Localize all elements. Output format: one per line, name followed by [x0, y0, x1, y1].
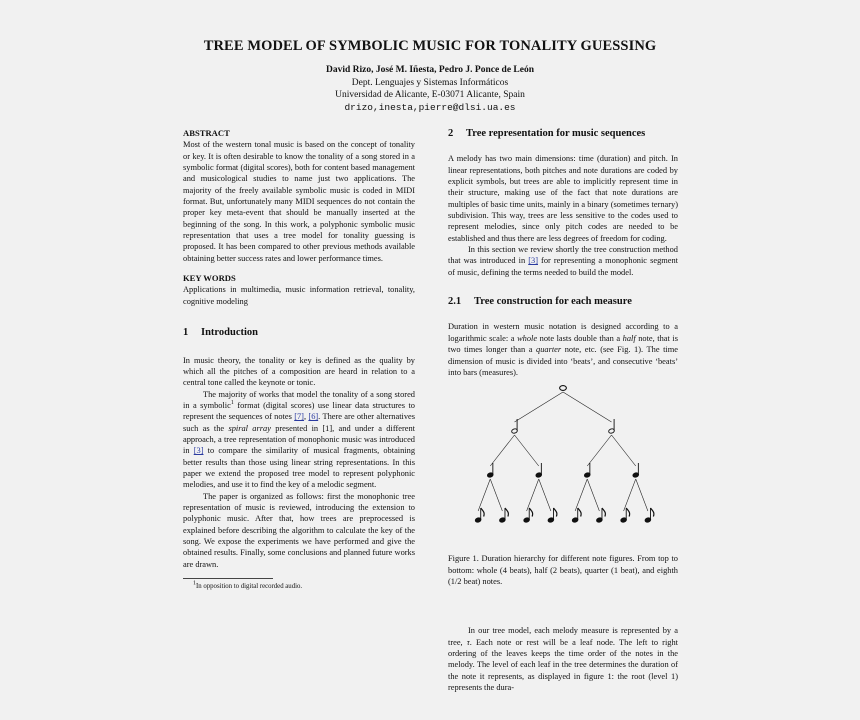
- keywords-heading: KEY WORDS: [183, 273, 236, 284]
- tree-edge: [587, 479, 599, 511]
- tree-edge: [539, 479, 551, 511]
- section-2-paragraph-1: A melody has two main dimensions: time (duration) and pitch. In linear representations, both pitches and note durations are coded by explicit symbols, but trees are able to implicitly represent time in their structure, making use of the fact that note durations are multiples of basic time units, mainly in a binary (sometimes ternary) subdivision. This way, trees are less sensitive to the codes used to represent melodies, since only pitch codes are needed to be established and thus there are less degrees of freedom for coding.: [448, 154, 678, 243]
- section-2-1-heading: [448, 296, 678, 307]
- footnote: $^1$In opposition to digital recorded audio.: [193, 580, 303, 591]
- tree-edge: [612, 435, 636, 466]
- citation-link[interactable]: [3]: [193, 446, 204, 456]
- eighth-note-node: [547, 508, 556, 523]
- quarter-note-node: [584, 463, 591, 478]
- tree-edge: [478, 479, 490, 511]
- tree-edge: [624, 479, 636, 511]
- section-2-paragraph-2: In this section we review shortly the tree construction method that was introduced in [3] for representing a monophonic segment of music, defining the terms needed to build the model.: [448, 245, 679, 277]
- section-1-heading: [183, 327, 415, 338]
- figure-1-caption: Figure 1. Duration hierarchy for different note figures. From top to bottom: whole (4 beats), half (2 beats), quarter (1 beat), and eighth (1/2 beat) notes.: [448, 554, 678, 586]
- abstract-text: Most of the western tonal music is based on the concept of tonality or key. It is often desirable to know the tonality of a song stored in a symbolic format (digital scores), both for content based management and musicological studies to name just two applications. The majority of the freely available symbolic music is coded in MIDI format. But, unfortunately many MIDI sequences do not contain the proper key meta-event that should be manually inserted at the beginning of the song. In this work, a polyphonic symbolic music representation that uses a tree model for tonality guessing is proposed. It has been compared to other previous methods available obtaining better success rates and lower performance times.: [183, 140, 415, 263]
- tree-edge: [527, 479, 539, 511]
- section-2-1-paragraph-1: Duration in western music notation is designed according to a logarithmic scale: a whole note lasts double than a half note, that is two times longer than a quarter note, etc. (see Fig. 1). The time dimension of music is divided into ‘beats’, and consecutive ‘beats’ into bars (measures).: [448, 322, 678, 377]
- half-note-node: [511, 419, 518, 434]
- abstract-heading: ABSTRACT: [183, 128, 230, 138]
- section-2-1-number: 2.1: [448, 296, 462, 308]
- section-2-title: Tree representation for music sequences: [466, 128, 646, 139]
- section-2-1-paragraph-2: In our tree model, each melody measure is represented by a tree, τ. Each note or rest will be a leaf node. The left to right ordering of the leaves keeps the time order of the notes in the melody. The level of each leaf in the tree determines the duration of the note it represents, as displayed in figure 1: the root (level 1) represents the dura-: [448, 626, 678, 692]
- footnote-rule: [183, 578, 273, 579]
- citation-link[interactable]: [7]: [294, 412, 304, 422]
- section-2-number: 2: [448, 128, 454, 139]
- duration-tree-diagram: [448, 378, 678, 553]
- tree-edge: [587, 435, 611, 466]
- quarter-note-node: [487, 463, 494, 478]
- keywords-text: Applications in multimedia, music information retrieval, tonality, cognitive modeling: [183, 285, 415, 306]
- quarter-note-node: [535, 463, 542, 478]
- tree-edge: [515, 435, 539, 466]
- eighth-note-node: [475, 508, 484, 523]
- right-column: [448, 128, 678, 693]
- section-2-1-title: Tree construction for each measure: [474, 296, 632, 308]
- figure-1: [448, 378, 678, 553]
- university: Universidad de Alicante, E-03071 Alicante, Spain: [335, 90, 525, 100]
- tree-edge: [636, 479, 648, 511]
- intro-paragraph-3: The paper is organized as follows: first the monophonic tree representation of music is reviewed, introducing the extension to polyphonic music. After that, how trees are preprocessed is explained before describing the algorithm to calculate the key of the song. We expose the experiments we have performed and give the obtained results. Finally, some conclusions and planned future works are drawn.: [183, 491, 415, 569]
- eighth-note-node: [572, 508, 581, 523]
- citation-link[interactable]: [3]: [528, 256, 538, 266]
- paper-title: TREE MODEL OF SYMBOLIC MUSIC FOR TONALITY GUESSING: [203, 38, 657, 54]
- quarter-note-node: [632, 463, 639, 478]
- author-emails: drizo,inesta,pierre@dlsi.ua.es: [344, 101, 516, 113]
- eighth-note-node: [644, 508, 653, 523]
- intro-paragraph-2: The majority of works that model the tonality of a song stored in a symbolic$^1$ format (digital scores) use linear data structures to represent the sequences of notes [7], [6]. There are other alternatives such as the spiral array presented in [1], and under a different approach, a tree representation of monophonic music was introduced in [3] to compare the similarity of musical fragments, obtaining better results than those using linear string representations. In this paper we extend the proposed tree model to represent polyphonic melodies, and use it to find the key of a melodic segment.: [183, 389, 416, 490]
- section-2-heading: [448, 128, 678, 139]
- tree-edge: [575, 479, 587, 511]
- tree-edge: [490, 435, 514, 466]
- whole-note-node: [560, 386, 567, 391]
- half-note-node: [608, 419, 615, 434]
- author-block: [0, 64, 860, 114]
- left-column: [183, 128, 415, 591]
- tree-edge: [515, 392, 564, 422]
- eighth-note-node: [523, 508, 532, 523]
- tree-edge: [563, 392, 612, 422]
- intro-paragraph-1: In music theory, the tonality or key is defined as the quality by which all the pitches of a composition are heard in relation to a central tone called the keynote or tonic.: [183, 355, 415, 388]
- section-1-title: Introduction: [201, 327, 258, 339]
- tree-edge: [490, 479, 502, 511]
- eighth-note-node: [620, 508, 629, 523]
- footnote-marker: 1: [230, 400, 234, 407]
- section-1-number: 1: [183, 327, 189, 339]
- department: Dept. Lenguajes y Sistemas Informáticos: [351, 77, 509, 88]
- eighth-note-node: [499, 508, 508, 523]
- eighth-note-node: [596, 508, 605, 523]
- citation-link[interactable]: [6]: [308, 412, 319, 422]
- author-names: David Rizo, José M. Iñesta, Pedro J. Ponce de León: [325, 65, 535, 75]
